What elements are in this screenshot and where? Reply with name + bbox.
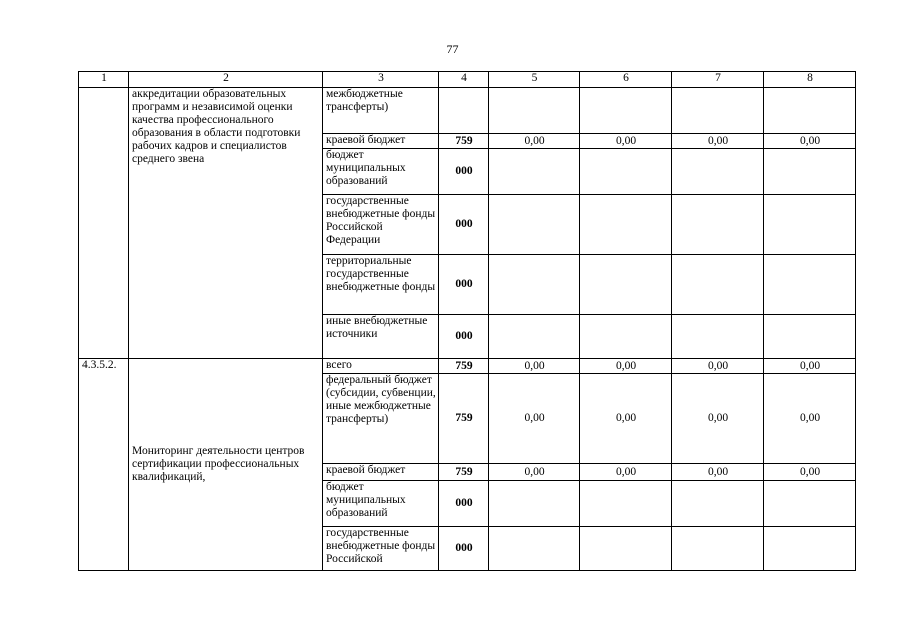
value-cell: 0,00 — [489, 359, 580, 374]
code-cell: 759 — [439, 374, 489, 464]
value-cell: 0,00 — [672, 359, 764, 374]
value-cell — [764, 481, 856, 527]
value-cell — [580, 195, 672, 255]
value-cell — [489, 481, 580, 527]
header-row — [79, 72, 856, 88]
header-cell: 5 — [489, 72, 580, 88]
header-cell: 7 — [672, 72, 764, 88]
value-cell — [672, 195, 764, 255]
code-cell: 000 — [439, 255, 489, 315]
value-cell: 0,00 — [489, 374, 580, 464]
value-cell: 0,00 — [672, 374, 764, 464]
table-row — [79, 88, 856, 134]
source-cell: государственные внебюджетные фонды Российской Федерации — [323, 195, 439, 255]
source-cell: бюджет муниципальных образований — [323, 149, 439, 195]
code-cell: 759 — [439, 464, 489, 481]
header-cell: 1 — [79, 72, 129, 88]
value-cell — [672, 315, 764, 359]
value-cell: 0,00 — [764, 134, 856, 149]
value-cell — [764, 527, 856, 571]
value-cell — [764, 195, 856, 255]
table-row — [79, 359, 856, 374]
code-cell: 000 — [439, 315, 489, 359]
value-cell — [580, 255, 672, 315]
description-cell: Мониторинг деятельности центров сертификации профессиональных квалификаций, — [129, 359, 323, 571]
value-cell — [580, 88, 672, 134]
value-cell — [580, 481, 672, 527]
row-number-cell — [79, 88, 129, 359]
value-cell — [672, 88, 764, 134]
value-cell — [580, 149, 672, 195]
value-cell — [489, 88, 580, 134]
value-cell: 0,00 — [580, 464, 672, 481]
code-cell: 759 — [439, 359, 489, 374]
code-cell: 000 — [439, 481, 489, 527]
value-cell — [672, 149, 764, 195]
source-cell: краевой бюджет — [323, 134, 439, 149]
value-cell — [489, 149, 580, 195]
value-cell — [489, 527, 580, 571]
value-cell — [764, 255, 856, 315]
source-cell: краевой бюджет — [323, 464, 439, 481]
value-cell — [764, 88, 856, 134]
value-cell — [489, 195, 580, 255]
value-cell: 0,00 — [672, 134, 764, 149]
value-cell — [489, 315, 580, 359]
value-cell: 0,00 — [580, 134, 672, 149]
header-cell: 6 — [580, 72, 672, 88]
page-number: 77 — [446, 42, 459, 56]
value-cell: 0,00 — [764, 359, 856, 374]
value-cell — [580, 527, 672, 571]
value-cell: 0,00 — [672, 464, 764, 481]
header-cell: 2 — [129, 72, 323, 88]
value-cell — [764, 149, 856, 195]
budget-table — [78, 71, 856, 571]
header-cell: 3 — [323, 72, 439, 88]
source-cell: федеральный бюджет (субсидии, субвенции, иные межбюджетные трансферты) — [323, 374, 439, 464]
value-cell: 0,00 — [764, 374, 856, 464]
value-cell — [672, 481, 764, 527]
source-cell: государственные внебюджетные фонды Российской — [323, 527, 439, 571]
value-cell: 0,00 — [489, 134, 580, 149]
code-cell: 000 — [439, 527, 489, 571]
header-cell: 4 — [439, 72, 489, 88]
value-cell: 0,00 — [580, 359, 672, 374]
source-cell: всего — [323, 359, 439, 374]
header-cell: 8 — [764, 72, 856, 88]
source-cell: межбюджетные трансферты) — [323, 88, 439, 134]
source-cell: иные внебюджетные источники — [323, 315, 439, 359]
code-cell — [439, 88, 489, 134]
value-cell — [672, 527, 764, 571]
source-cell: бюджет муниципальных образований — [323, 481, 439, 527]
code-cell: 000 — [439, 149, 489, 195]
source-cell: территориальные государственные внебюджетные фонды — [323, 255, 439, 315]
row-number-cell: 4.3.5.2. — [79, 359, 129, 571]
value-cell — [580, 315, 672, 359]
description-cell: аккредитации образовательных программ и независимой оценки качества профессионального образования в области подготовки рабочих кадров и специалистов среднего звена — [129, 88, 323, 359]
value-cell — [489, 255, 580, 315]
value-cell: 0,00 — [580, 374, 672, 464]
code-cell: 000 — [439, 195, 489, 255]
code-cell: 759 — [439, 134, 489, 149]
value-cell — [764, 315, 856, 359]
value-cell: 0,00 — [489, 464, 580, 481]
value-cell — [672, 255, 764, 315]
value-cell: 0,00 — [764, 464, 856, 481]
